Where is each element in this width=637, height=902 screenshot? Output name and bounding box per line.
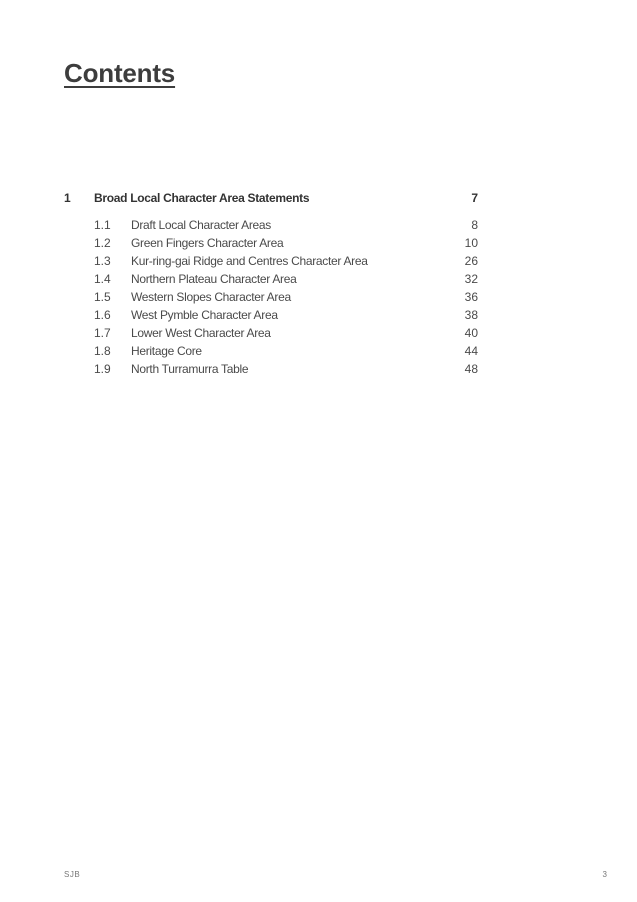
toc-item-title: West Pymble Character Area [131, 308, 278, 322]
toc-item-title: Heritage Core [131, 344, 202, 358]
toc-subsection-list [64, 218, 478, 380]
toc-item[interactable] [64, 362, 478, 380]
toc-item[interactable] [64, 344, 478, 362]
toc-item[interactable] [64, 272, 478, 290]
toc-item-page: 44 [464, 344, 478, 358]
toc-section-page: 7 [471, 191, 478, 205]
footer-page-number: 3 [602, 870, 607, 879]
toc-item-title: Green Fingers Character Area [131, 236, 284, 250]
toc-item[interactable] [64, 218, 478, 236]
toc-item-number: 1.5 [94, 290, 111, 304]
toc-item-title: Lower West Character Area [131, 326, 271, 340]
table-of-contents [64, 191, 478, 380]
toc-item[interactable] [64, 290, 478, 308]
toc-item-page: 8 [471, 218, 478, 232]
toc-item-page: 26 [464, 254, 478, 268]
toc-section-row[interactable] [64, 191, 478, 209]
toc-item-number: 1.2 [94, 236, 111, 250]
toc-item-title: Western Slopes Character Area [131, 290, 291, 304]
toc-item[interactable] [64, 326, 478, 344]
toc-item-number: 1.4 [94, 272, 111, 286]
toc-item-title: Draft Local Character Areas [131, 218, 271, 232]
footer-publisher: SJB [64, 870, 81, 879]
toc-item-number: 1.3 [94, 254, 111, 268]
toc-item-page: 32 [464, 272, 478, 286]
toc-item-title: Northern Plateau Character Area [131, 272, 297, 286]
toc-item-number: 1.9 [94, 362, 111, 376]
toc-item-page: 36 [464, 290, 478, 304]
toc-item-number: 1.8 [94, 344, 111, 358]
toc-item-page: 48 [464, 362, 478, 376]
toc-item-page: 10 [464, 236, 478, 250]
toc-item[interactable] [64, 308, 478, 326]
page-title: Contents [64, 58, 176, 88]
toc-item[interactable] [64, 236, 478, 254]
toc-section-number: 1 [64, 191, 71, 205]
toc-item-page: 38 [464, 308, 478, 322]
toc-item[interactable] [64, 254, 478, 272]
toc-item-page: 40 [464, 326, 478, 340]
toc-section-title: Broad Local Character Area Statements [94, 191, 310, 205]
toc-item-number: 1.6 [94, 308, 111, 322]
toc-item-number: 1.7 [94, 326, 111, 340]
toc-item-title: Kur-ring-gai Ridge and Centres Character Area [131, 254, 368, 268]
toc-item-title: North Turramurra Table [131, 362, 249, 376]
toc-item-number: 1.1 [94, 218, 111, 232]
